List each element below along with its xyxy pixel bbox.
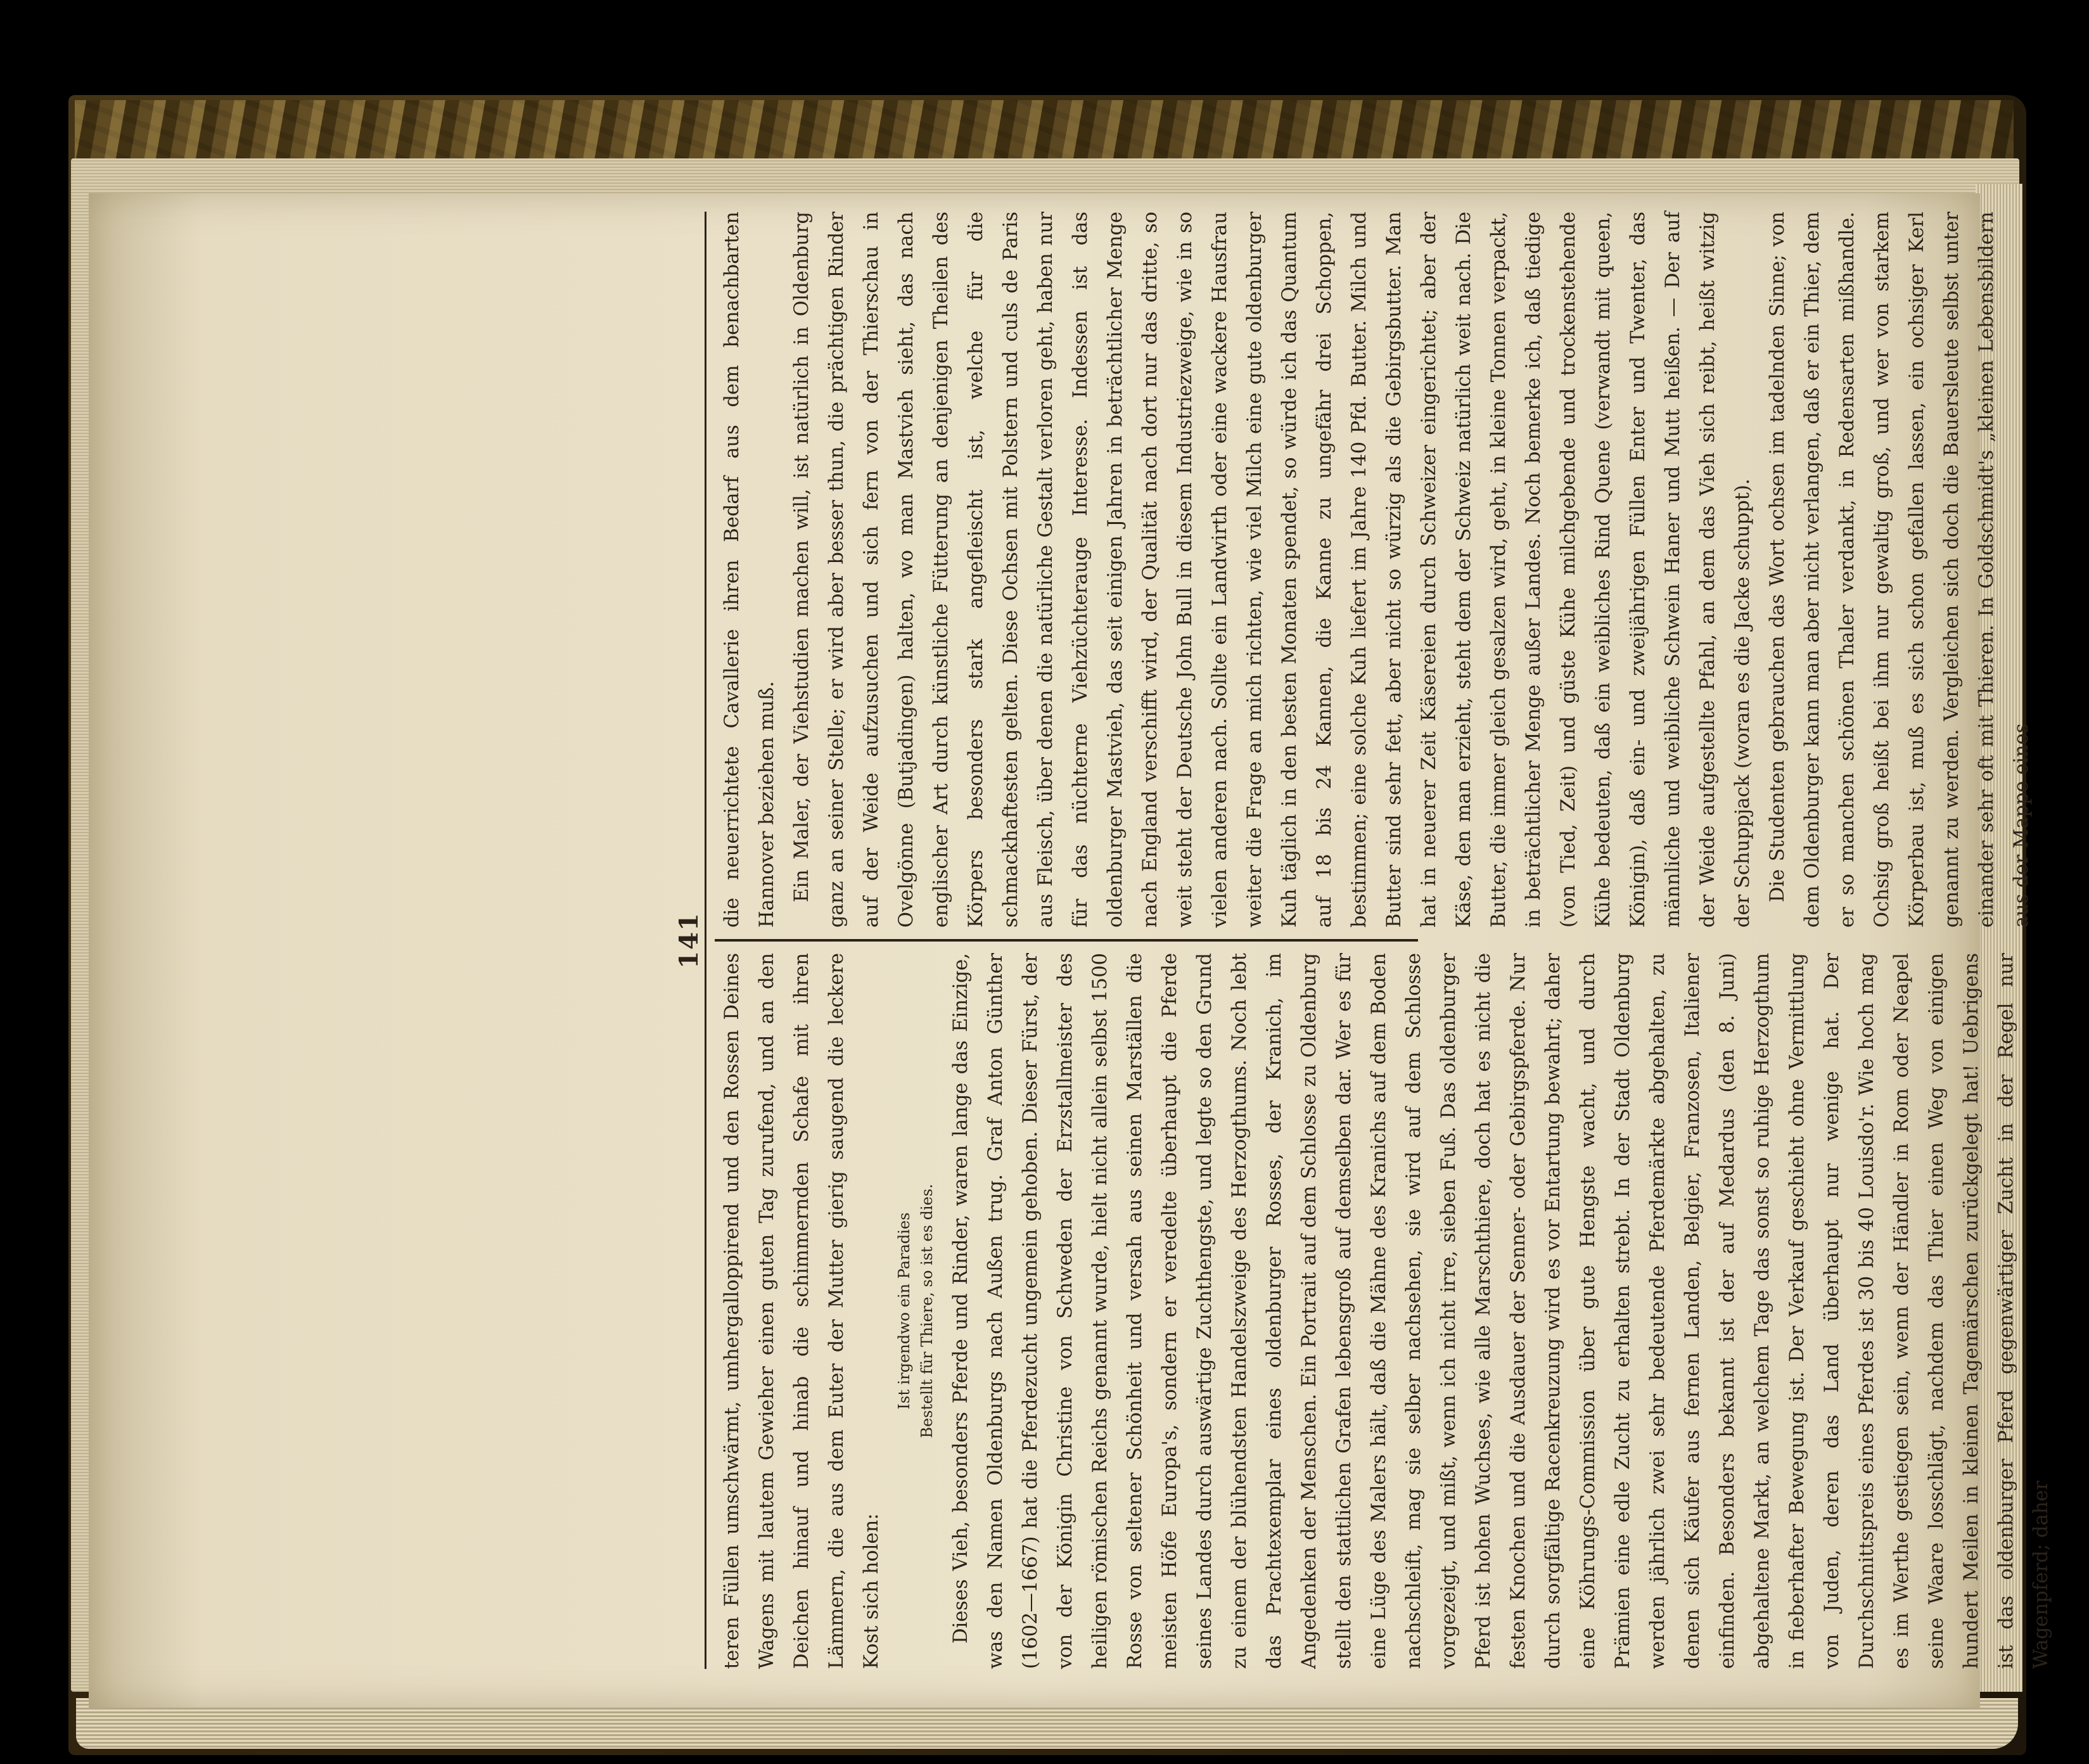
- verse-line: Bestellt für Thiere, so ist es dies.: [918, 1184, 936, 1438]
- marbled-edge: [75, 100, 2014, 165]
- paragraph: Ein Maler, der Viehstudien machen will, ist natürlich in Oldenburg ganz an seiner Stelle; er wird aber besser thun, die prächtigen Rinder auf der Weide aufzusuchen und sich fern von der Thierschau in Ovelgönne (Butjadingen) halten, wo man Mastvieh sieht, das nach englischer Art durch künstliche Fütterung an denjenigen Theilen des Körpers besonders stark angefleischt ist, welche für die schmackhaftesten gelten. Diese Ochsen mit Polstern und culs de Paris aus Fleisch, über denen die natürliche Gestalt verloren geht, haben nur für das nüchterne Viehzüchterauge Interesse. Indessen ist das oldenburger Mastvieh, das seit einigen Jahren in beträchtlicher Menge nach England verschifft wird, der Qualität nach dort nur das dritte, so weit steht der Deutsche John Bull in diesem Industriezweige, wie in so vielen anderen nach. Sollte ein Landwirth oder eine wackere Hausfrau weiter die Frage an mich richten, wie viel Milch eine gute oldenburger Kuh täglich in den besten Monaten spendet, so würde ich das Quantum auf 18 bis 24 Kannen, die Kanne zu ungefähr drei Schoppen, bestimmen; eine solche Kuh liefert im Jahre 140 Pfd. Butter. Milch und Butter sind sehr fett, aber nicht so würzig als die Gebirgsbutter. Man hat in neuerer Zeit Käsereien durch Schweizer eingerichtet; aber der Käse, den man erzieht, steht dem der Schweiz natürlich weit nach. Die Butter, die immer gleich gesalzen wird, geht, in kleine Tonnen verpackt, in beträchtlicher Menge außer Landes. Noch bemerke ich, daß tiedige (von Tied, Zeit) und güste Kühe milchgebende und trockenstehende Kühe bedeuten, daß ein weibliches Rind Quene (verwandt mit queen, Königin), daß ein- und zweijährigen Füllen Enter und Twenter, das männliche und weibliche Schwein Haner und Mutt heißen. — Der auf der Weide aufgestellte Pfahl, an dem das Vieh sich reibt, heißt witzig der Schuppjack (woran es die Jacke schuppt).: [791, 212, 1754, 928]
- verse-line: Ist irgendwo ein Paradies: [895, 1212, 913, 1410]
- page-number: 141: [674, 912, 704, 969]
- page-header: [673, 212, 706, 1669]
- rotated-text-block: [673, 212, 2052, 1669]
- paragraph: die neuerrichtete Cavallerie ihren Bedarf aus dem benachbarten Hannover beziehen muß.: [721, 212, 778, 928]
- paragraph: Die Studenten gebrauchen das Wort ochsen im tadelnden Sinne; von dem Oldenburger kann man aber nicht verlangen, daß er ein Thier, dem er so manchen schönen Thaler verdankt, in Redensarten mißhandle. Ochsig groß heißt bei ihm nur gewaltig groß, und wer von starkem Körperbau ist, muß es sich schon gefallen lassen, ein ochsiger Kerl genannt zu werden. Vergleichen sich doch die Bauersleute selbst unter einander sehr oft mit Thieren. In Goldschmidt's „kleinen Lebensbildern aus der Mappe eines: [1766, 212, 2033, 928]
- verse-quote: [893, 953, 938, 1669]
- paragraph: Dieses Vieh, besonders Pferde und Rinder, waren lange das Einzige, was den Namen Oldenburgs nach Außen trug. Graf Anton Günther (1602—1667) hat die Pferdezucht ungemein gehoben. Dieser Fürst, der von der Königin Christine von Schweden der Erzstallmeister des heiligen römischen Reichs genannt wurde, hielt nicht allein selbst 1500 Rosse von seltener Schönheit und versah aus seinen Marställen die meisten Höfe Europa's, sondern er veredelte überhaupt die Pferde seines Landes durch auswärtige Zuchthengste, und legte so den Grund zu einem der blühendsten Handelszweige des Herzogthums. Noch lebt das Prachtexemplar eines oldenburger Rosses, der Kranich, im Angedenken der Menschen. Ein Portrait auf dem Schlosse zu Oldenburg stellt den stattlichen Grafen lebensgroß auf demselben dar. Wer es für eine Lüge des Malers hält, daß die Mähne des Kranichs auf dem Boden nachschleift, mag sie selber nachsehen, sie wird auf dem Schlosse vorgezeigt, und mißt, wenn ich nicht irre, sieben Fuß. Das oldenburger Pferd ist hohen Wuchses, wie alle Marschthiere, doch hat es nicht die festen Knochen und die Ausdauer der Senner- oder Gebirgspferde. Nur durch sorgfältige Racenkreuzung wird es vor Entartung bewahrt; daher eine Köhrungs-Commission über gute Hengste wacht, und durch Prämien eine edle Zucht zu erhalten strebt. In der Stadt Oldenburg werden jährlich zwei sehr bedeutende Pferdemärkte abgehalten, zu denen sich Käufer aus fernen Landen, Belgier, Franzosen, Italiener einfinden. Besonders bekannt ist der auf Medardus (den 8. Juni) abgehaltene Markt, an welchem Tage das sonst so ruhige Herzogthum in fieberhafter Bewegung ist. Der Verkauf geschieht ohne Vermittlung von Juden, deren das Land überhaupt nur wenige hat. Der Durchschnittspreis eines Pferdes ist 30 bis 40 Louisdo'r. Wie hoch mag es im Werthe gestiegen sein, wenn der Händler in Rom oder Neapel seine Waare losschlägt, nachdem das Thier einen Weg von einigen hundert Meilen in kleinen Tagemärschen zurückgelegt hat! Uebrigens ist das oldenburger Pferd gegenwärtiger Zucht in der Regel nur Wagenpferd; daher: [950, 953, 2052, 1669]
- text-columns: [715, 212, 2052, 1669]
- paragraph: teren Füllen umschwärmt, umhergalloppirend und den Rossen Deines Wagens mit lautem Gewieher einen guten Tag zurufend, und an den Deichen hinauf und hinab die schimmernden Schafe mit ihren Lämmern, die aus dem Euter der Mutter gierig saugend die leckere Kost sich holen:: [721, 953, 883, 1669]
- column-divider: [715, 939, 1418, 942]
- left-column: [715, 953, 2052, 1669]
- right-column: [715, 212, 2033, 928]
